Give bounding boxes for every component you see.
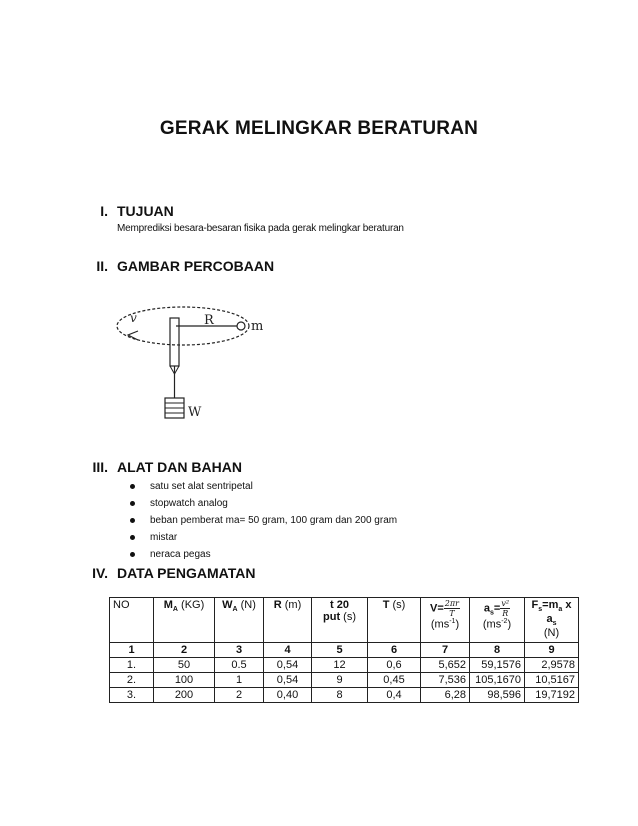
table-cell: 8 <box>470 643 525 658</box>
table-cell: 9 <box>312 673 368 688</box>
list-item: stopwatch analog <box>117 495 397 512</box>
table-cell: 6 <box>368 643 421 658</box>
list-item: satu set alat sentripetal <box>117 478 397 495</box>
tube <box>170 318 179 366</box>
table-cell: 200 <box>154 688 215 703</box>
mass-ball <box>237 322 245 330</box>
table-cell: 5,652 <box>421 658 470 673</box>
section-title-alat: ALAT DAN BAHAN <box>117 459 242 475</box>
section-title-gambar: GAMBAR PERCOBAAN <box>117 258 275 274</box>
header-t: T (s) <box>368 598 421 643</box>
table-cell: 3. <box>110 688 154 703</box>
table-column-number-row <box>110 643 579 658</box>
table-cell: 0,45 <box>368 673 421 688</box>
header-wa: $W_A$ (N) <box>215 598 264 643</box>
data-table <box>109 597 579 703</box>
table-cell: 1 <box>110 643 154 658</box>
header-t20: t 20 put (s) <box>312 598 368 643</box>
table-cell: 4 <box>264 643 312 658</box>
section-number-3: III. <box>92 459 108 475</box>
table-cell: 0,54 <box>264 673 312 688</box>
tujuan-text: Memprediksi besara-besaran fisika pada gerak melingkar beraturan <box>117 223 404 234</box>
table-header-row <box>110 598 579 643</box>
label-m: m <box>251 319 264 334</box>
table-cell: 50 <box>154 658 215 673</box>
table-cell: 0.5 <box>215 658 264 673</box>
table-row <box>110 673 579 688</box>
label-v: v <box>130 311 137 325</box>
label-w: W <box>188 405 202 420</box>
table-cell: 1 <box>215 673 264 688</box>
table-cell: 3 <box>215 643 264 658</box>
table-cell: 2 <box>215 688 264 703</box>
section-title-tujuan: TUJUAN <box>117 203 174 219</box>
header-fs: $F_s=m_a$ x $a_s$ (N) <box>525 598 579 643</box>
section-title-data: DATA PENGAMATAN <box>117 565 256 581</box>
table-cell: 19,7192 <box>525 688 579 703</box>
table-cell: 9 <box>525 643 579 658</box>
table-cell: 0,6 <box>368 658 421 673</box>
table-row <box>110 688 579 703</box>
table-cell: 7,536 <box>421 673 470 688</box>
table-cell: 0,4 <box>368 688 421 703</box>
table-cell: 2. <box>110 673 154 688</box>
experiment-diagram <box>104 290 284 440</box>
list-item: mistar <box>117 529 397 546</box>
table-cell: 0,40 <box>264 688 312 703</box>
document-title: GERAK MELINGKAR BERATURAN <box>159 118 479 139</box>
section-number-2: II. <box>96 258 108 274</box>
header-as: $a_s=$ $\frac{\text{v²}}{R}$ $(ms^{-2})$ <box>470 598 525 643</box>
header-r: R (m) <box>264 598 312 643</box>
table-row <box>110 658 579 673</box>
table-cell: 98,596 <box>470 688 525 703</box>
list-item: beban pemberat ma= 50 gram, 100 gram dan 200 gram <box>117 512 397 529</box>
header-no: NO <box>110 598 154 643</box>
table-cell: 2 <box>154 643 215 658</box>
table-cell: 7 <box>421 643 470 658</box>
section-number-1: I. <box>100 203 108 219</box>
table-cell: 10,5167 <box>525 673 579 688</box>
table-cell: 1. <box>110 658 154 673</box>
table-cell: 59,1576 <box>470 658 525 673</box>
table-cell: 6,28 <box>421 688 470 703</box>
header-v: V= $\frac{2\pi r}{T}$ $(ms^{-1})$ <box>421 598 470 643</box>
table-cell: 2,9578 <box>525 658 579 673</box>
alat-bahan-list <box>117 478 397 563</box>
table-cell: 0,54 <box>264 658 312 673</box>
section-number-4: IV. <box>92 565 108 581</box>
label-r: R <box>204 313 214 328</box>
table-cell: 5 <box>312 643 368 658</box>
table-cell: 105,1670 <box>470 673 525 688</box>
header-ma: $M_A$ (KG) <box>154 598 215 643</box>
table-cell: 8 <box>312 688 368 703</box>
table-cell: 100 <box>154 673 215 688</box>
table-cell: 12 <box>312 658 368 673</box>
list-item: neraca pegas <box>117 546 397 563</box>
